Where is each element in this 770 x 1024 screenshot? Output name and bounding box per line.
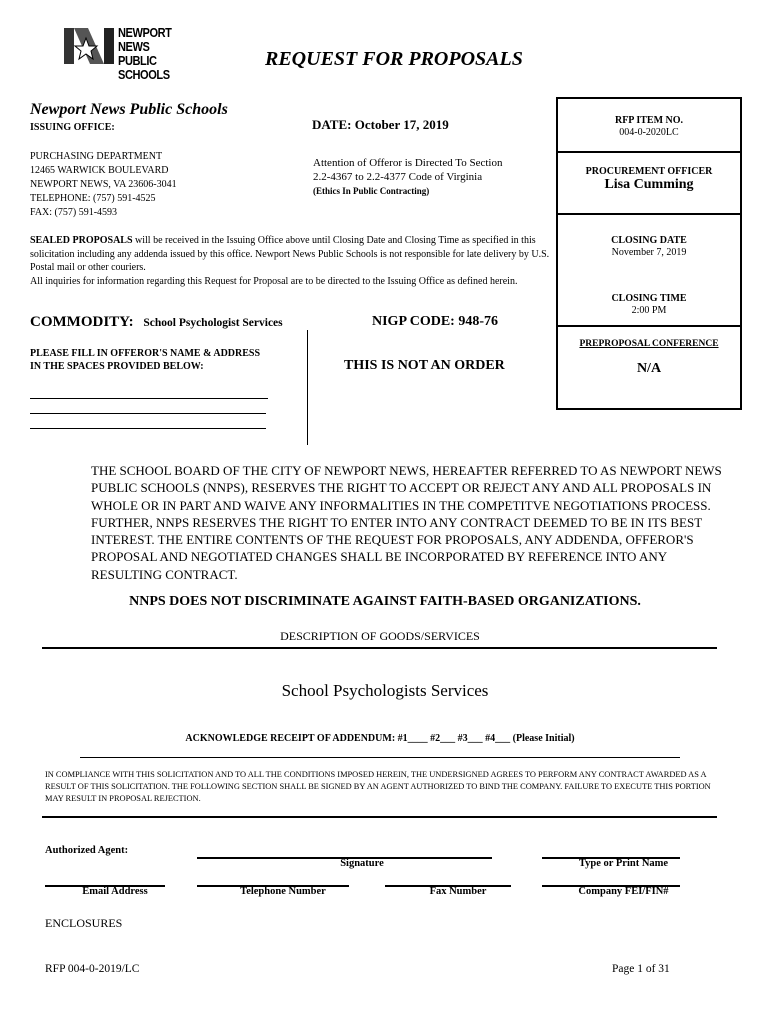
address-line: TELEPHONE: (757) 591-4525 (30, 193, 156, 204)
closing-time-value: 2:00 PM (631, 305, 667, 316)
issuing-address (30, 150, 177, 220)
closing-time-cell (558, 273, 740, 327)
addendum-acknowledgement[interactable]: ACKNOWLEDGE RECEIPT OF ADDENDUM: #1____ #2___ #3___ #4___ (Please Initial) (185, 733, 575, 744)
non-discrimination-statement: NNPS DOES NOT DISCRIMINATE AGAINST FAITH-BASED ORGANIZATIONS. (129, 594, 641, 609)
address-line: 12465 WARWICK BOULEVARD (30, 165, 169, 176)
rfp-date: DATE: October 17, 2019 (312, 117, 449, 132)
email-label: Email Address (82, 886, 148, 897)
logo-emblem-icon (60, 24, 118, 68)
procurement-officer-name: Lisa Cumming (604, 177, 694, 192)
not-an-order: THIS IS NOT AN ORDER (344, 358, 505, 373)
logo-line-2: PUBLIC SCHOOLS (118, 53, 170, 82)
rfp-info-box (556, 97, 742, 410)
inquiries-text: All inquiries for information regarding this Request for Proposal are to be directed to the Issuing Office as defined herein. (30, 275, 518, 287)
signature-label: Signature (340, 858, 384, 869)
ethics-label: (Ethics In Public Contracting) (313, 186, 430, 196)
attention-note (313, 156, 502, 198)
telephone-label: Telephone Number (240, 886, 326, 897)
fill-instruction (30, 347, 260, 373)
page-title: REQUEST FOR PROPOSALS (265, 48, 523, 70)
sealed-proposals-body: will be received in the Issuing Office above until Closing Date and Closing Time as specified in this solicitation including any addenda issued by this office. Newport News Public Schools is not responsible for late delivery by U.S. Postal mail or other couriers. (30, 235, 550, 273)
attention-line: Attention of Offeror is Directed To Section (313, 157, 503, 169)
section-divider (42, 647, 717, 649)
description-label: DESCRIPTION OF GOODS/SERVICES (280, 629, 480, 643)
offeror-city-field[interactable] (30, 428, 266, 429)
rfp-item-label: RFP ITEM NO. (614, 115, 684, 126)
compliance-statement: IN COMPLIANCE WITH THIS SOLICITATION AND TO ALL THE CONDITIONS IMPOSED HEREIN, THE UNDERSIGNED AGREES TO PERFORM ANY CONTRACT AWARDED AS A RESULT OF THIS SOLICITATION. THE FOLLOWING SECTION SHALL BE SIGNED BY AN AGENT AUTHORIZED TO BIND THE COMPANY. FAILURE TO EXECUTE THIS PORTION MAY RESULT IN PROPOSAL REJECTION. (45, 770, 711, 803)
fax-label: Fax Number (429, 886, 487, 897)
preproposal-value: N/A (636, 361, 662, 376)
commodity (30, 314, 283, 331)
board-statement: THE SCHOOL BOARD OF THE CITY OF NEWPORT NEWS, HEREAFTER REFERRED TO AS NEWPORT NEWS PUBLIC SCHOOLS (NNPS), RESERVES THE RIGHT TO ACCEPT OR REJECT ANY AND ALL PROPOSALS IN WHOLE OR IN PART AND WAIVE ANY INFORMALITIES IN THE COMPETITVE NEGOTIATIONS PROCESS. FURTHER, NNPS RESERVES THE RIGHT TO ENTER INTO ANY CONTRACT DEEMED TO BE IN ITS BEST INTEREST. THE ENTIRE CONTENTS OF THE REQUEST FOR PROPOSALS, ANY ADDENDA, OFFEROR'S PROPOSAL AND NEGOTIATED CHANGES SHALL BE INCORPORATED BY REFERENCE INTO ANY RESULTING CONTRACT. (91, 463, 722, 582)
logo-line-1: NEWPORT NEWS (118, 25, 172, 54)
rfp-item-value: 004-0-2020LC (619, 127, 679, 138)
enclosures-label: ENCLOSURES (45, 916, 123, 930)
closing-date-label: CLOSING DATE (611, 235, 687, 246)
fein-label: Company FEI/FIN# (578, 886, 669, 897)
print-name-label: Type or Print Name (578, 858, 669, 869)
page-number: Page 1 of 31 (612, 963, 670, 975)
fill-instruction-line: IN THE SPACES PROVIDED BELOW: (30, 361, 204, 372)
authorized-agent-label: Authorized Agent: (45, 845, 129, 856)
offeror-address-field[interactable] (30, 413, 266, 414)
preproposal-cell (558, 327, 740, 407)
nnps-logo (60, 24, 200, 82)
address-line: NEWPORT NEWS, VA 23606-3041 (30, 179, 177, 190)
commodity-value: School Psychologist Services (143, 317, 283, 329)
sealed-proposals-text (30, 234, 552, 288)
procurement-officer-cell (558, 153, 740, 215)
thin-divider (80, 757, 680, 758)
issuing-office-label: ISSUING OFFICE: (30, 122, 115, 133)
rfp-item-cell (558, 99, 740, 153)
divider (307, 330, 308, 445)
nigp-code: NIGP CODE: 948-76 (372, 314, 498, 329)
service-title: School Psychologists Services (281, 681, 489, 700)
commodity-label: COMMODITY: (30, 314, 134, 330)
footer-rfp-number: RFP 004-0-2019/LC (45, 963, 140, 975)
address-line: PURCHASING DEPARTMENT (30, 151, 163, 162)
sealed-proposals-bold: SEALED PROPOSALS (30, 235, 133, 246)
fill-instruction-line: PLEASE FILL IN OFFEROR'S NAME & ADDRESS (30, 348, 261, 359)
section-divider (42, 816, 717, 818)
procurement-officer-label: PROCUREMENT OFFICER (585, 166, 713, 177)
organization-name: Newport News Public Schools (30, 101, 228, 118)
closing-time-label: CLOSING TIME (611, 293, 687, 304)
address-line: FAX: (757) 591-4593 (30, 207, 118, 218)
closing-date-value: November 7, 2019 (611, 247, 687, 258)
preproposal-label: PREPROPOSAL CONFERENCE (579, 339, 719, 349)
offeror-name-field[interactable] (30, 398, 268, 399)
attention-line: 2.2-4367 to 2.2-4377 Code of Virginia (313, 171, 483, 183)
closing-date-cell (558, 215, 740, 273)
